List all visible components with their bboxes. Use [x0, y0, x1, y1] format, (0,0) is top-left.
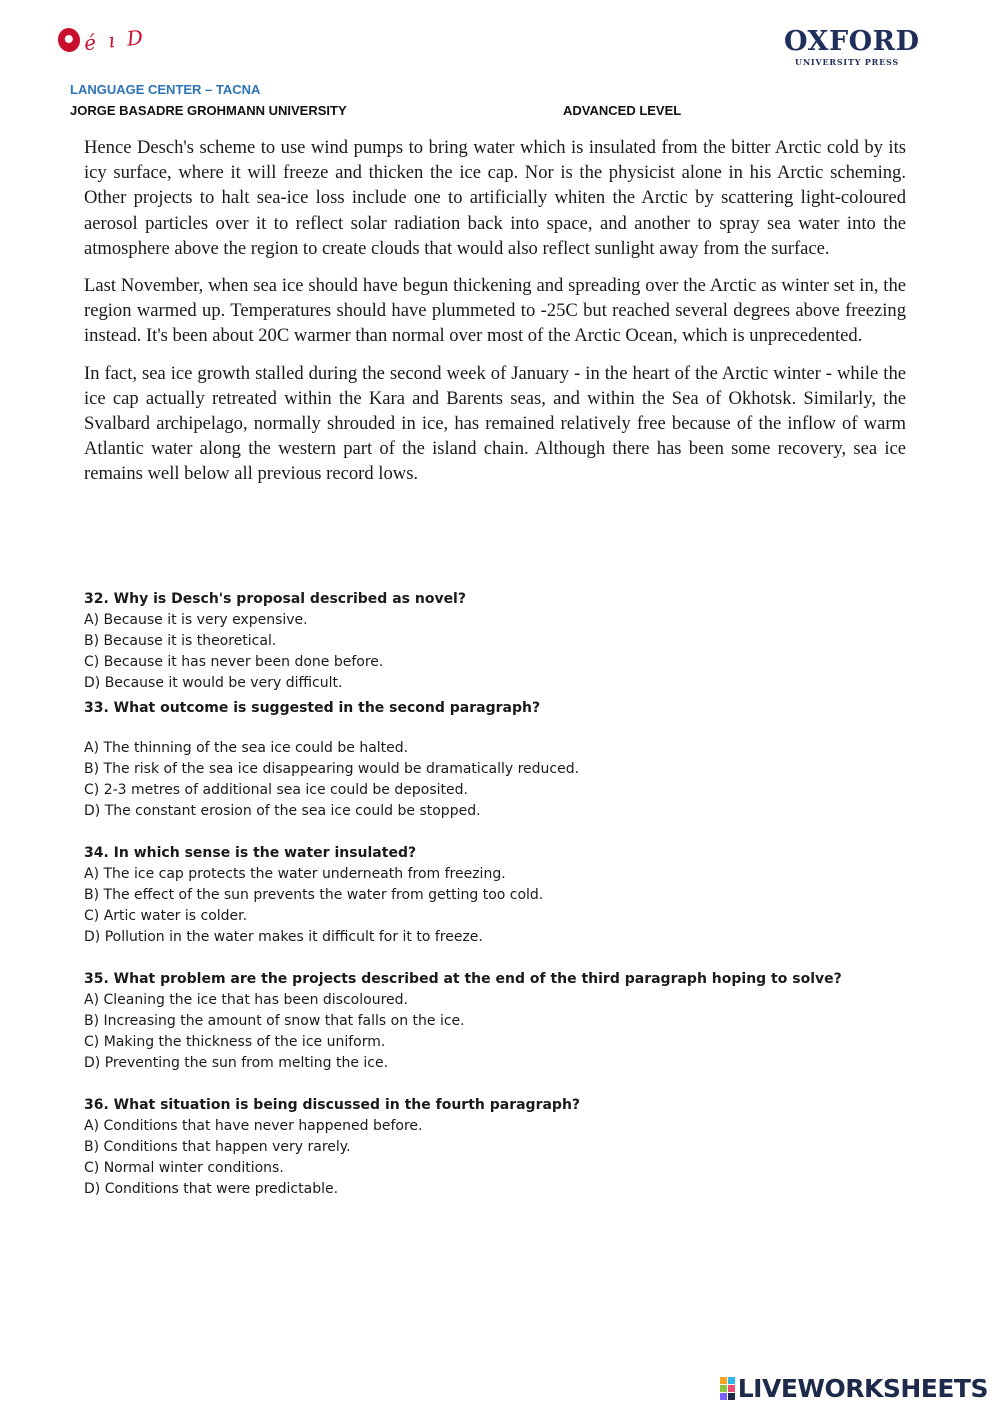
- question-36: [84, 1095, 944, 1200]
- logo-mark-icon: [56, 26, 83, 54]
- question-title: 36. What situation is being discussed in the fourth paragraph?: [84, 1097, 581, 1113]
- answer-option[interactable]: C) 2-3 metres of additional sea ice could be deposited.: [84, 782, 468, 798]
- question-title: 32. Why is Desch's proposal described as novel?: [84, 591, 466, 607]
- question-35: [84, 969, 944, 1074]
- university-name: JORGE BASADRE GROHMANN UNIVERSITY: [70, 103, 347, 118]
- passage-paragraph: Hence Desch's scheme to use wind pumps to bring water which is insulated from the bitter Arctic cold by its icy surface, where it will freeze and thicken the ice cap. Nor is the physicist alone in his Arctic scheming. Other projects to halt sea-ice loss include one to artificially whiten the Arctic by scattering light-coloured aerosol particles over it to reflect solar radiation back into space, and another to spray sea water into the atmosphere above the region to create clouds that would also reflect sunlight away from the surface.: [84, 137, 906, 259]
- publisher-name: OXFORD: [784, 26, 920, 57]
- logo-text: é ı D: [82, 24, 148, 56]
- answer-option[interactable]: D) The constant erosion of the sea ice could be stopped.: [84, 803, 481, 819]
- passage-paragraph: Last November, when sea ice should have begun thickening and spreading over the Arctic as winter set in, the region warmed up. Temperatures should have plummeted to -25C but reached several degrees above freezing instead. It's been about 20C warmer than normal over most of the Arctic Ocean, which is unprecedented.: [84, 275, 906, 347]
- question-title: 34. In which sense is the water insulated?: [84, 845, 417, 861]
- answer-option[interactable]: A) Because it is very expensive.: [84, 612, 308, 628]
- liveworksheets-blocks-icon: [720, 1377, 735, 1400]
- answer-option[interactable]: B) The effect of the sun prevents the water from getting too cold.: [84, 887, 544, 903]
- answer-option[interactable]: A) Conditions that have never happened before.: [84, 1118, 423, 1134]
- answer-option[interactable]: A) The thinning of the sea ice could be halted.: [84, 740, 409, 756]
- liveworksheets-logo: [720, 1374, 988, 1403]
- question-title: 35. What problem are the projects described at the end of the third paragraph hoping to solve?: [84, 971, 842, 987]
- question-title: 33. What outcome is suggested in the second paragraph?: [84, 700, 541, 716]
- answer-option[interactable]: D) Conditions that were predictable.: [84, 1181, 339, 1197]
- oxford-logo: [784, 26, 920, 67]
- publisher-subtitle: UNIVERSITY PRESS: [795, 57, 899, 67]
- answer-option[interactable]: D) Pollution in the water makes it difficult for it to freeze.: [84, 929, 483, 945]
- answer-option[interactable]: B) Because it is theoretical.: [84, 633, 277, 649]
- school-logo: [58, 22, 146, 58]
- answer-option[interactable]: C) Making the thickness of the ice uniform.: [84, 1034, 386, 1050]
- answer-option[interactable]: B) Increasing the amount of snow that falls on the ice.: [84, 1013, 465, 1029]
- answer-option[interactable]: D) Because it would be very difficult.: [84, 675, 343, 691]
- answer-option[interactable]: C) Because it has never been done before.: [84, 654, 384, 670]
- answer-option[interactable]: C) Artic water is colder.: [84, 908, 248, 924]
- answer-option[interactable]: A) Cleaning the ice that has been discoloured.: [84, 992, 408, 1008]
- reading-passage: [84, 135, 906, 499]
- liveworksheets-wordmark: LIVEWORKSHEETS: [737, 1374, 988, 1403]
- question-32: [84, 589, 944, 694]
- answer-option[interactable]: D) Preventing the sun from melting the ice.: [84, 1055, 389, 1071]
- answer-option[interactable]: A) The ice cap protects the water underneath from freezing.: [84, 866, 506, 882]
- question-34: [84, 843, 944, 948]
- level-label: ADVANCED LEVEL: [563, 103, 682, 118]
- passage-paragraph: In fact, sea ice growth stalled during the second week of January - in the heart of the Arctic winter - while the ice cap actually retreated within the Kara and Barents seas, and within the Sea of Okhotsk. Similarly, the Svalbard archipelago, normally shrouded in ice, has remained relatively free because of the inflow of warm Atlantic water along the western part of the island chain. Although there has been some recovery, sea ice remains well below all previous record lows.: [84, 362, 906, 485]
- question-33: [84, 698, 944, 822]
- language-center-title: LANGUAGE CENTER – TACNA: [70, 82, 261, 97]
- question-list: [84, 589, 944, 1200]
- answer-option[interactable]: B) The risk of the sea ice disappearing would be dramatically reduced.: [84, 761, 580, 777]
- answer-option[interactable]: C) Normal winter conditions.: [84, 1160, 284, 1176]
- answer-option[interactable]: B) Conditions that happen very rarely.: [84, 1139, 351, 1155]
